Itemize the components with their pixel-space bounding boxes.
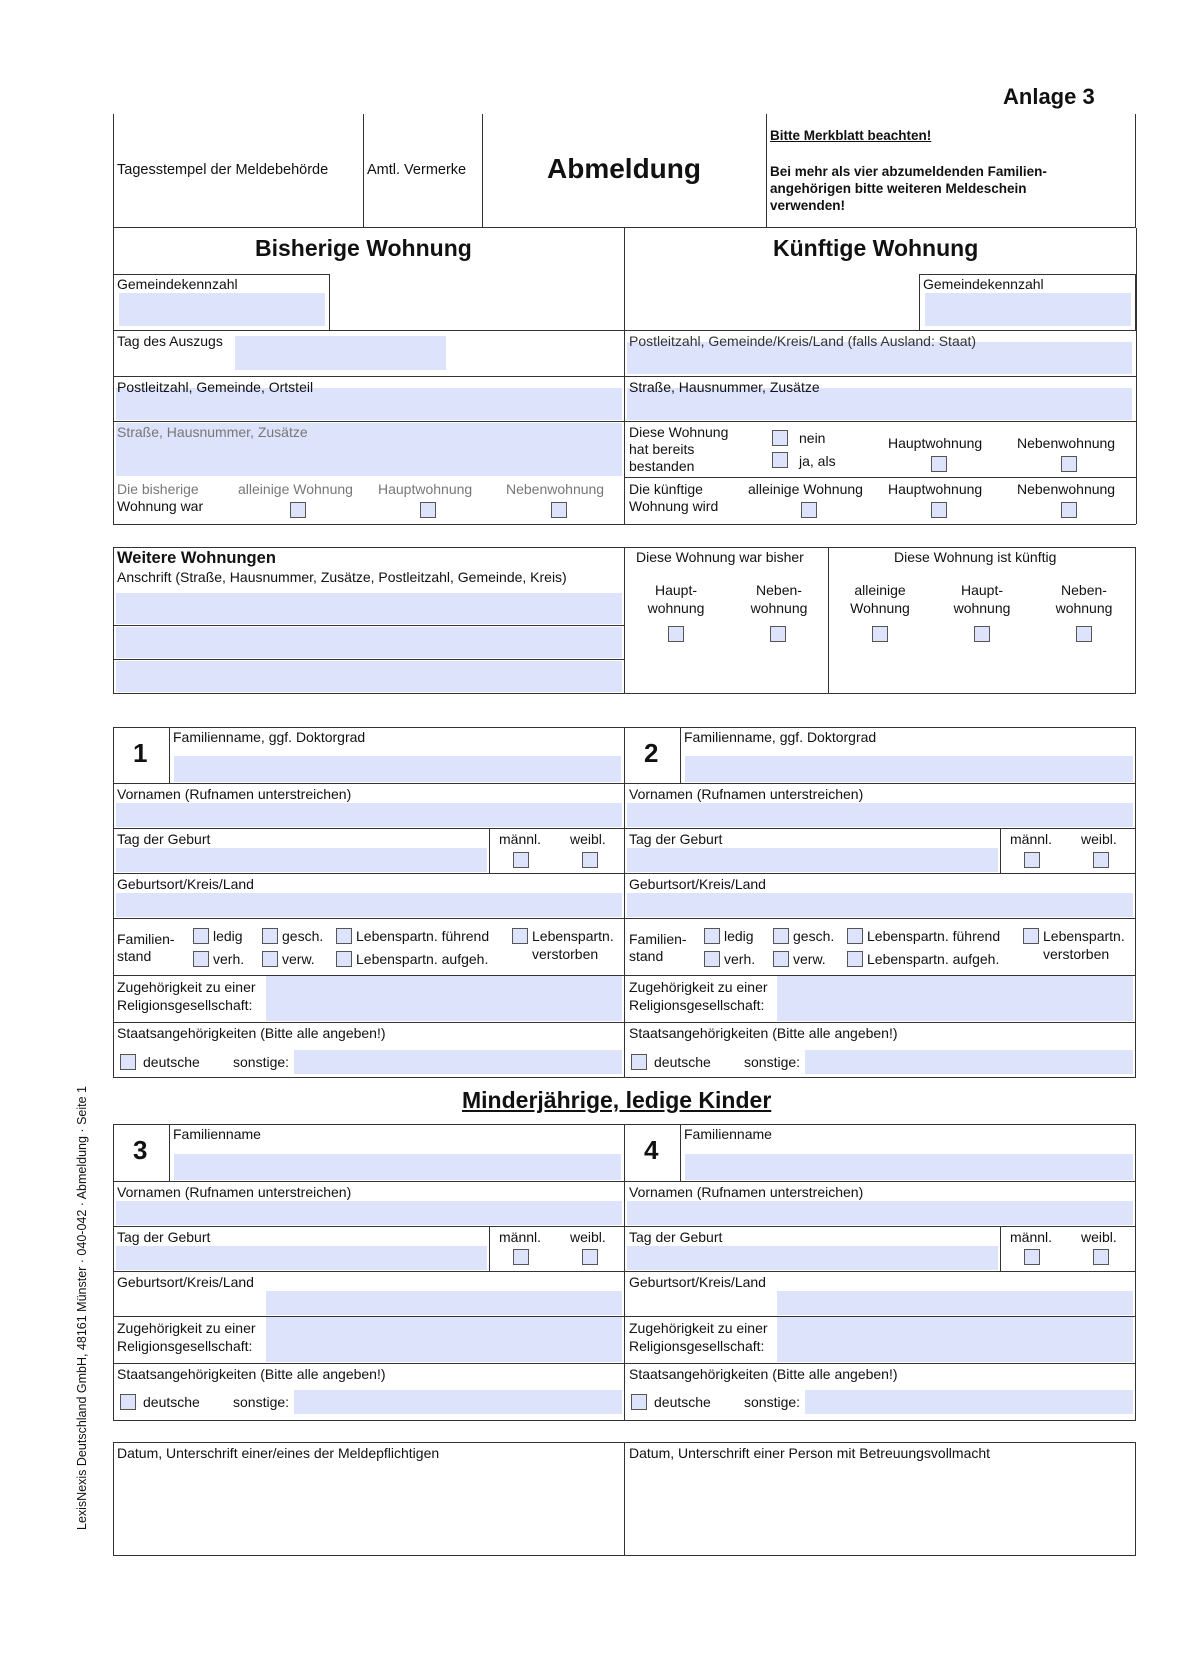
tag-auszug-label: Tag des Auszugs (117, 333, 223, 349)
p3-geburtsort-label: Geburtsort/Kreis/Land (117, 1274, 254, 1290)
p1-lp-verst-1: Lebenspartn. (532, 928, 614, 944)
wird-neben-label: Nebenwohnung (1017, 481, 1116, 497)
p2-vornamen-label: Vornamen (Rufnamen unterstreichen) (629, 786, 864, 802)
p2-lp-fuehrend-label: Lebenspartn. führend (867, 928, 1001, 944)
p1-geburtsort-label: Geburtsort/Kreis/Land (117, 876, 254, 892)
p2-religion-input[interactable] (777, 976, 1133, 1021)
p1-lp-verst-2: verstorben (532, 946, 599, 962)
p1-religion-input[interactable] (266, 976, 622, 1021)
p1-vornamen-label: Vornamen (Rufnamen unterstreichen) (117, 786, 352, 802)
wird-line2: Wohnung wird (629, 498, 719, 514)
signature-right-area[interactable] (627, 1465, 1133, 1553)
weitere-input-3[interactable] (116, 661, 622, 692)
p1-religion-1: Zugehörigkeit zu einer (117, 979, 256, 995)
plz-bisher-label: Postleitzahl, Gemeinde, Ortsteil (117, 379, 314, 395)
p3-religion-input[interactable] (266, 1317, 622, 1362)
p2-deutsche-label: deutsche (654, 1054, 711, 1070)
p2-gesch-label: gesch. (793, 928, 835, 944)
war-neben-label: Nebenwohnung (506, 481, 605, 497)
merkblatt-link[interactable]: Bitte Merkblatt beachten! (770, 128, 932, 143)
p2-sonstige-input[interactable] (805, 1050, 1133, 1074)
p3-familienname-input[interactable] (174, 1154, 621, 1180)
gkz-label-right: Gemeindekennzahl (923, 276, 1044, 292)
p2-lp-verst-checkbox[interactable] (1023, 928, 1039, 944)
kuenftige-heading: Künftige Wohnung (773, 235, 979, 261)
gkz-input-left[interactable] (119, 293, 325, 326)
p1-familienname-input[interactable] (174, 756, 621, 782)
p3-weibl-checkbox[interactable] (582, 1249, 598, 1265)
p1-verh-checkbox[interactable] (193, 951, 209, 967)
p4-religion-2: Religionsgesellschaft: (629, 1338, 765, 1354)
wb-haupt-2: wohnung (647, 600, 705, 616)
p2-lp-fuehrend-checkbox[interactable] (847, 928, 863, 944)
p3-vornamen-label: Vornamen (Rufnamen unterstreichen) (117, 1184, 352, 1200)
p1-religion-2: Religionsgesellschaft: (117, 997, 253, 1013)
gkz-label-left: Gemeindekennzahl (117, 276, 238, 292)
p3-geburtsort-input[interactable] (266, 1291, 622, 1315)
p2-geburtsort-input[interactable] (627, 893, 1133, 917)
p2-deutsche-checkbox[interactable] (631, 1054, 647, 1070)
bisherige-heading: Bisherige Wohnung (255, 235, 472, 261)
p1-maennl-checkbox[interactable] (513, 852, 529, 868)
p2-geburt-label: Tag der Geburt (629, 831, 723, 847)
signature-left-area[interactable] (116, 1465, 622, 1553)
p1-geburt-label: Tag der Geburt (117, 831, 211, 847)
weitere-input-2[interactable] (116, 627, 622, 658)
p4-geburtsort-label: Geburtsort/Kreis/Land (629, 1274, 766, 1290)
gkz-input-right[interactable] (925, 293, 1131, 326)
p4-geburtsort-input[interactable] (777, 1291, 1133, 1315)
wird-line1: Die künftige (629, 481, 703, 497)
bestanden-line2: hat bereits (629, 441, 695, 457)
p1-lp-fuehrend-checkbox[interactable] (336, 928, 352, 944)
p3-maennl-label: männl. (499, 1229, 542, 1245)
p4-geburt-label: Tag der Geburt (629, 1229, 723, 1245)
p1-sonstige-label: sonstige: (233, 1054, 290, 1070)
p1-gesch-label: gesch. (282, 928, 324, 944)
wird-haupt-checkbox[interactable] (931, 502, 947, 518)
plz-kuenftig-label: Postleitzahl, Gemeinde/Kreis/Land (falls Ausland: Staat) (629, 333, 977, 349)
war-haupt-checkbox[interactable] (420, 502, 436, 518)
p4-religion-input[interactable] (777, 1317, 1133, 1362)
wk-alleinige-checkbox[interactable] (872, 626, 888, 642)
wird-alleinige-label: alleinige Wohnung (748, 481, 863, 497)
strasse-bisher-label: Straße, Hausnummer, Zusätze (117, 424, 308, 440)
p3-religion-1: Zugehörigkeit zu einer (117, 1320, 256, 1336)
p3-sonstige-input[interactable] (294, 1390, 622, 1414)
p4-vornamen-input[interactable] (627, 1201, 1133, 1225)
strasse-kuenftig-label: Straße, Hausnummer, Zusätze (629, 379, 820, 395)
wb-neben-2: wohnung (750, 600, 808, 616)
page-title: Abmeldung (547, 153, 701, 184)
p1-weibl-label: weibl. (570, 831, 606, 847)
p2-verh-checkbox[interactable] (704, 951, 720, 967)
wird-alleinige-checkbox[interactable] (801, 502, 817, 518)
p3-staatsang-label: Staatsangehörigkeiten (Bitte alle angeben!) (117, 1366, 386, 1382)
p2-lp-verst-1: Lebenspartn. (1043, 928, 1125, 944)
vermerke-label: Amtl. Vermerke (367, 162, 467, 178)
p2-ledig-checkbox[interactable] (704, 928, 720, 944)
p1-sonstige-input[interactable] (294, 1050, 622, 1074)
p1-familienname-label: Familienname, ggf. Doktorgrad (173, 729, 366, 745)
p1-lp-verst-checkbox[interactable] (512, 928, 528, 944)
p1-verh-label: verh. (213, 951, 245, 967)
wk-haupt-1: Haupt- (960, 582, 1004, 598)
wb-neben-1: Neben- (756, 582, 802, 598)
anlage-label: Anlage 3 (1003, 84, 1095, 109)
ja-checkbox[interactable] (772, 452, 788, 468)
p2-gesch-checkbox[interactable] (773, 928, 789, 944)
wk-neben-checkbox[interactable] (1076, 626, 1092, 642)
wk-haupt-checkbox[interactable] (974, 626, 990, 642)
p2-religion-1: Zugehörigkeit zu einer (629, 979, 768, 995)
p2-verh-label: verh. (724, 951, 756, 967)
p2-familienstand-1: Familien- (629, 931, 687, 947)
wk-neben-1: Neben- (1061, 582, 1107, 598)
p2-familienname-input[interactable] (685, 756, 1133, 782)
p3-deutsche-label: deutsche (143, 1394, 200, 1410)
p1-geburt-input[interactable] (116, 848, 487, 872)
p2-lp-aufgeh-label: Lebenspartn. aufgeh. (867, 951, 1000, 967)
p2-ledig-label: ledig (724, 928, 754, 944)
p4-familienname-label: Familienname (684, 1126, 772, 1142)
p3-deutsche-checkbox[interactable] (120, 1394, 136, 1410)
p2-staatsang-label: Staatsangehörigkeiten (Bitte alle angeben!) (629, 1025, 898, 1041)
p1-gesch-checkbox[interactable] (262, 928, 278, 944)
side-imprint: LexisNexis Deutschland GmbH, 48161 Münster · 040-042 · Abmeldung · Seite 1 (75, 1086, 89, 1530)
p4-sonstige-label: sonstige: (744, 1394, 801, 1410)
p3-maennl-checkbox[interactable] (513, 1249, 529, 1265)
bestanden-line3: bestanden (629, 458, 695, 474)
war-line2: Wohnung war (117, 498, 204, 514)
p3-weibl-label: weibl. (570, 1229, 606, 1245)
p2-verw-checkbox[interactable] (773, 951, 789, 967)
p3-vornamen-input[interactable] (116, 1201, 622, 1225)
p1-lp-aufgeh-checkbox[interactable] (336, 951, 352, 967)
bestanden-neben-checkbox[interactable] (1061, 456, 1077, 472)
p2-weibl-label: weibl. (1081, 831, 1117, 847)
p2-lp-verst-2: verstorben (1043, 946, 1110, 962)
p1-maennl-label: männl. (499, 831, 542, 847)
nein-checkbox[interactable] (772, 430, 788, 446)
p3-familienname-label: Familienname (173, 1126, 261, 1142)
p4-maennl-checkbox[interactable] (1024, 1249, 1040, 1265)
p1-lp-aufgeh-label: Lebenspartn. aufgeh. (356, 951, 489, 967)
bestanden-neben-label: Nebenwohnung (1017, 435, 1116, 451)
p4-weibl-checkbox[interactable] (1093, 1249, 1109, 1265)
wb-haupt-1: Haupt- (654, 582, 698, 598)
wk-neben-2: wohnung (1055, 600, 1113, 616)
war-neben-checkbox[interactable] (551, 502, 567, 518)
nein-label: nein (799, 430, 826, 446)
tag-auszug-input[interactable] (235, 336, 446, 370)
p2-vornamen-input[interactable] (627, 803, 1133, 827)
p3-geburt-label: Tag der Geburt (117, 1229, 211, 1245)
p2-verw-label: verw. (793, 951, 826, 967)
p4-religion-1: Zugehörigkeit zu einer (629, 1320, 768, 1336)
wird-neben-checkbox[interactable] (1061, 502, 1077, 518)
tagesstempel-label: Tagesstempel der Meldebehörde (117, 162, 329, 178)
person-number-1: 1 (133, 738, 148, 768)
p1-deutsche-label: deutsche (143, 1054, 200, 1070)
p1-verw-label: verw. (282, 951, 315, 967)
p1-geburtsort-input[interactable] (116, 893, 622, 917)
p4-staatsang-label: Staatsangehörigkeiten (Bitte alle angeben!) (629, 1366, 898, 1382)
p2-geburt-input[interactable] (627, 848, 998, 872)
wird-haupt-label: Hauptwohnung (888, 481, 983, 497)
person-number-4: 4 (644, 1135, 659, 1165)
p2-maennl-label: männl. (1010, 831, 1053, 847)
p1-familienstand-1: Familien- (117, 931, 175, 947)
p1-ledig-label: ledig (213, 928, 243, 944)
person-number-2: 2 (644, 738, 659, 768)
hint-line-2: angehörigen bitte weiteren Meldeschein (770, 181, 1027, 196)
p4-familienname-input[interactable] (685, 1154, 1133, 1180)
p3-sonstige-label: sonstige: (233, 1394, 290, 1410)
weitere-input-1[interactable] (116, 593, 622, 624)
wk-alleinige-1: alleinige (854, 582, 906, 598)
war-alleinige-label: alleinige Wohnung (238, 481, 353, 497)
p4-weibl-label: weibl. (1081, 1229, 1117, 1245)
signature-left-label: Datum, Unterschrift einer/eines der Meldepflichtigen (117, 1445, 440, 1461)
war-alleinige-checkbox[interactable] (290, 502, 306, 518)
p4-vornamen-label: Vornamen (Rufnamen unterstreichen) (629, 1184, 864, 1200)
p2-religion-2: Religionsgesellschaft: (629, 997, 765, 1013)
p4-sonstige-input[interactable] (805, 1390, 1133, 1414)
bestanden-haupt-label: Hauptwohnung (888, 435, 983, 451)
weitere-anschrift: Anschrift (Straße, Hausnummer, Zusätze, Postleitzahl, Gemeinde, Kreis) (117, 569, 567, 585)
war-haupt-label: Hauptwohnung (378, 481, 473, 497)
weitere-heading: Weitere Wohnungen (117, 549, 276, 567)
p1-lp-fuehrend-label: Lebenspartn. führend (356, 928, 490, 944)
p1-ledig-checkbox[interactable] (193, 928, 209, 944)
p3-religion-2: Religionsgesellschaft: (117, 1338, 253, 1354)
weitere-bisher-label: Diese Wohnung war bisher (636, 549, 804, 565)
war-line1: Die bisherige (117, 481, 199, 497)
p2-lp-aufgeh-checkbox[interactable] (847, 951, 863, 967)
bestanden-haupt-checkbox[interactable] (931, 456, 947, 472)
hint-line-3: verwenden! (770, 198, 846, 213)
wk-haupt-2: wohnung (953, 600, 1011, 616)
p4-deutsche-checkbox[interactable] (631, 1394, 647, 1410)
p2-maennl-checkbox[interactable] (1024, 852, 1040, 868)
p4-geburt-input[interactable] (627, 1246, 998, 1270)
bestanden-line1: Diese Wohnung (629, 424, 729, 440)
p3-geburt-input[interactable] (116, 1246, 487, 1270)
kinder-heading: Minderjährige, ledige Kinder (462, 1087, 772, 1113)
person-number-3: 3 (133, 1135, 148, 1165)
hint-line-1: Bei mehr als vier abzumeldenden Familien- (770, 164, 1047, 179)
p1-weibl-checkbox[interactable] (582, 852, 598, 868)
p1-staatsang-label: Staatsangehörigkeiten (Bitte alle angeben!) (117, 1025, 386, 1041)
p1-vornamen-input[interactable] (116, 803, 622, 827)
signature-right-label: Datum, Unterschrift einer Person mit Betreuungsvollmacht (629, 1445, 991, 1461)
p4-maennl-label: männl. (1010, 1229, 1053, 1245)
weitere-kuenftig-label: Diese Wohnung ist künftig (894, 549, 1057, 565)
p1-verw-checkbox[interactable] (262, 951, 278, 967)
wb-haupt-checkbox[interactable] (668, 626, 684, 642)
wk-alleinige-2: Wohnung (850, 600, 910, 616)
p4-deutsche-label: deutsche (654, 1394, 711, 1410)
p1-familienstand-2: stand (117, 948, 152, 964)
p2-familienstand-2: stand (629, 948, 664, 964)
p1-deutsche-checkbox[interactable] (120, 1054, 136, 1070)
wb-neben-checkbox[interactable] (770, 626, 786, 642)
p2-weibl-checkbox[interactable] (1093, 852, 1109, 868)
p2-geburtsort-label: Geburtsort/Kreis/Land (629, 876, 766, 892)
p2-sonstige-label: sonstige: (744, 1054, 801, 1070)
p2-familienname-label: Familienname, ggf. Doktorgrad (684, 729, 877, 745)
ja-label: ja, als (799, 453, 836, 469)
